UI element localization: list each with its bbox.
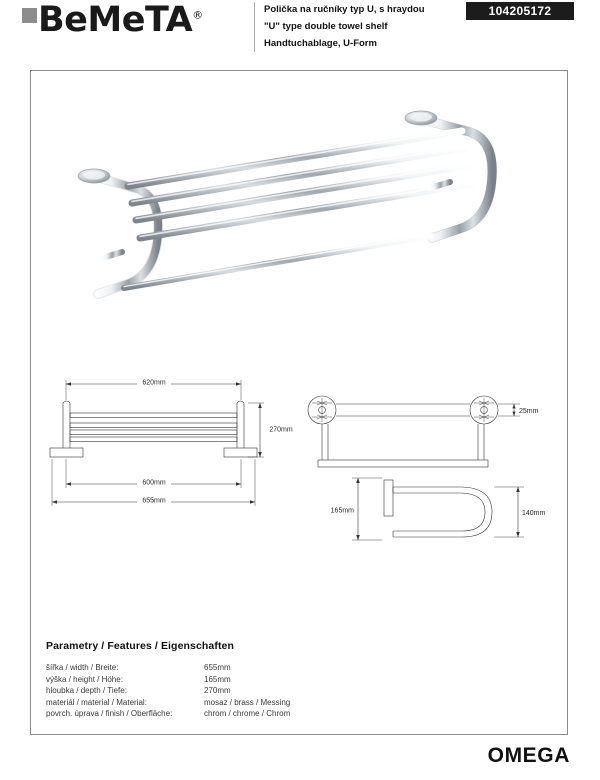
logo-square-icon	[22, 8, 37, 23]
param-value-material: mosaz / brass / Messing	[204, 697, 291, 707]
page-header	[0, 0, 600, 62]
product-title-block	[264, 2, 464, 52]
product-title-cs: Polička na ručníky typ U, s hraydou	[264, 4, 425, 15]
table-row	[46, 698, 290, 710]
parameters-table	[46, 663, 290, 721]
dim-label-top-view: 25mm	[519, 408, 539, 415]
param-label-material: materiál / material / Material:	[46, 697, 147, 707]
table-row	[46, 686, 290, 698]
top-view-drawing	[308, 396, 520, 467]
dim-label-front-height: 270mm	[269, 426, 293, 434]
table-row	[46, 675, 290, 687]
dim-label-side-depth: 140mm	[522, 510, 546, 517]
product-title-en: "U" type double towel shelf	[264, 20, 388, 32]
param-value-finish: chrom / chrome / Chrom	[204, 709, 291, 719]
brand-logo	[22, 0, 203, 40]
dim-label-front-top: 620mm	[142, 379, 166, 387]
parameters-heading: Parametry / Features / Eigenschaften	[46, 640, 235, 652]
product-code-badge: 104205172	[466, 2, 574, 20]
wall-rosette-left	[78, 169, 110, 183]
param-label-width: šířka / width / Breite:	[46, 663, 119, 672]
header-divider	[254, 2, 255, 52]
technical-drawings	[32, 360, 566, 560]
param-label-depth: hloubka / depth / Tiefe:	[46, 686, 127, 696]
table-row	[46, 663, 290, 675]
param-label-height: výška / height / Höhe:	[46, 674, 123, 684]
product-photo-illustration	[32, 72, 566, 352]
dim-label-front-bottom: 655mm	[142, 497, 166, 505]
logo-wordmark	[38, 0, 203, 40]
product-photo	[32, 72, 566, 352]
front-view-drawing	[50, 380, 264, 506]
param-value-height: 165mm	[204, 674, 231, 684]
parameters-section	[46, 640, 466, 721]
shelf-rails	[128, 129, 476, 238]
dim-label-front-middle: 600mm	[142, 479, 166, 487]
registered-trademark-icon: ®	[192, 8, 203, 22]
wall-rosette-right	[405, 111, 437, 125]
lower-towel-bar	[124, 235, 430, 288]
product-title-de: Handtuchablage, U-Form	[264, 37, 377, 49]
dim-label-side-height: 165mm	[330, 507, 354, 515]
table-row	[46, 709, 290, 721]
logo-wordmark-text: BeMeTA	[38, 0, 193, 40]
collection-name: OMEGA	[487, 744, 570, 767]
param-value-width: 655mm	[204, 663, 231, 672]
param-value-depth: 270mm	[204, 686, 231, 696]
technical-drawings-svg	[32, 360, 566, 560]
param-label-finish: povrch. úprava / finish / Oberfläche:	[46, 709, 173, 719]
side-view-drawing	[352, 478, 524, 540]
